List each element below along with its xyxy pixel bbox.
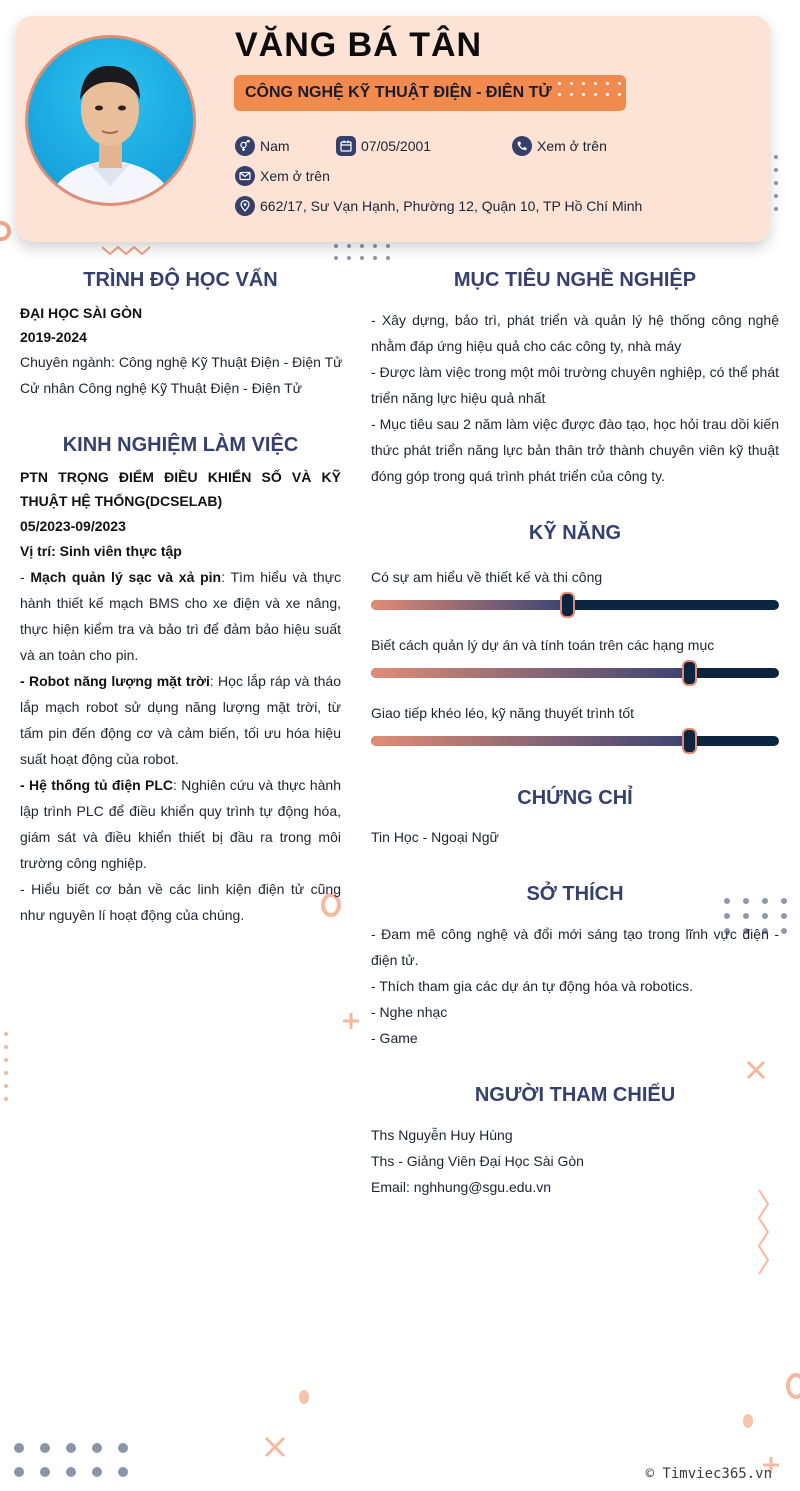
decor-dots-title — [558, 82, 621, 96]
experience-item: - Mạch quản lý sạc và xả pin: Tìm hiểu và thực hành thiết kế mạch BMS cho xe điện và xe nâng, thực hiện kiểm tra và bảo trì để đảm bảo hiệu suất và an toàn cho pin. — [20, 569, 341, 663]
decor-plus-mid — [342, 1012, 360, 1035]
reference-email: Email: nghhung@sgu.edu.vn — [371, 1179, 551, 1195]
education-degree: Cử nhân Công nghệ Kỹ Thuật Điện - Điện Tử — [20, 380, 303, 396]
footer-copyright: © Timviec365.vn — [645, 1466, 772, 1482]
address-info — [235, 196, 642, 216]
skill-bar — [371, 736, 779, 746]
calendar-icon — [336, 136, 356, 156]
reference-name: Ths Nguyễn Huy Hùng — [371, 1127, 513, 1143]
skill-label: Giao tiếp khéo léo, kỹ năng thuyết trình tốt — [371, 705, 635, 721]
skills-heading: KỸ NĂNG — [528, 522, 622, 544]
decor-x-right — [746, 1060, 766, 1085]
skill-bar-knob — [682, 728, 697, 754]
location-pin-icon — [235, 196, 255, 216]
gender-icon — [235, 136, 255, 156]
skill-bar-fill — [371, 736, 689, 746]
gender-info — [235, 136, 290, 156]
objective-item: - Xây dựng, bảo trì, phát triển và quản lý hệ thống công nghệ nhằm đáp ứng hiệu quả cho các công ty, nhà máy — [371, 312, 779, 354]
skill-bar-knob — [682, 660, 697, 686]
skill-label: Biết cách quản lý dự án và tính toán trên các hạng mục — [371, 637, 715, 653]
experience-item-text: : Học lắp ráp và tháo lắp mạch robot sử dụng năng lượng mặt trời, từ tấm pin đến động cơ và cảm biến, tối ưu hóa hiệu suất hoạt động của robot. — [20, 673, 341, 767]
job-title: CÔNG NGHỆ KỸ THUẬT ĐIỆN - ĐIÊN TỬ — [245, 84, 552, 101]
decor-x-bottom — [264, 1436, 286, 1463]
hobby-item: - Game — [371, 1030, 418, 1046]
references-heading: NGƯỜI THAM CHIẾU — [474, 1084, 676, 1106]
skill-bar-fill — [371, 668, 689, 678]
skill-bar — [371, 668, 779, 678]
certificates-text: Tin Học - Ngoại Ngữ — [371, 829, 499, 845]
birthday-info — [336, 136, 431, 156]
experience-item-text: : Tìm hiểu và thực hành thiết kế mạch BMS cho xe điện và xe nâng, thực hiện kiểm tra và bảo trì để đảm bảo hiệu suất và an toàn cho pin. — [20, 569, 341, 663]
skill-bar-fill — [371, 600, 567, 610]
phone-value: Xem ở trên — [537, 138, 607, 154]
job-title-bar — [234, 75, 626, 111]
reference-role: Ths - Giảng Viên Đại Học Sài Gòn — [371, 1153, 584, 1169]
experience-item: - Hệ thống tủ điện PLC: Nghiên cứu và thực hành lập trình PLC để điều khiển quy trình tự động hóa, giám sát và điều khiển thiết bị đầu ra trong môi trường công nghiệp. — [20, 777, 341, 871]
hobbies-heading: SỞ THÍCH — [526, 883, 624, 905]
experience-position: Vị trí: Sinh viên thực tập — [20, 543, 182, 559]
decor-ring-left — [0, 220, 12, 247]
avatar-photo — [28, 38, 193, 203]
decor-ring-right-bottom — [782, 1372, 800, 1405]
decor-zigzag-header — [102, 244, 154, 262]
decor-dots-left-column — [4, 1032, 8, 1101]
decor-oval-bottom-right — [742, 1412, 754, 1435]
experience-note: - Hiểu biết cơ bản về các linh kiện điện tử cũng như nguyên lí hoạt động của chúng. — [20, 881, 341, 923]
birthday-value: 07/05/2001 — [361, 138, 432, 154]
experience-period: 05/2023-09/2023 — [20, 518, 126, 534]
email-value: Xem ở trên — [260, 168, 330, 184]
objective-heading: MỤC TIÊU NGHỀ NGHIỆP — [453, 269, 697, 291]
experience-item-title: Hệ thống tủ điện PLC — [28, 777, 174, 793]
experience-item-title: Robot năng lượng mặt trời — [28, 673, 210, 689]
experience-heading: KINH NGHIỆM LÀM VIỆC — [62, 434, 299, 456]
decor-chevron-right — [756, 1188, 772, 1283]
envelope-icon — [235, 166, 255, 186]
phone-info — [512, 136, 607, 156]
candidate-name: VĂNG BÁ TÂN — [235, 26, 483, 64]
gender-value: Nam — [260, 138, 290, 154]
email-info — [235, 166, 330, 186]
skill-bar — [371, 600, 779, 610]
experience-item-title: Mạch quản lý sạc và xả pin — [30, 569, 222, 585]
experience-item: - Robot năng lượng mặt trời: Học lắp ráp và tháo lắp mạch robot sử dụng năng lượng mặt trời, từ tấm pin đến động cơ và cảm biến, tối ưu hóa hiệu suất hoạt động của robot. — [20, 673, 341, 767]
experience-item-text: : Nghiên cứu và thực hành lập trình PLC để điều khiển quy trình tự động hóa, giám sát và điều khiển thiết bị đầu ra trong môi trường công nghiệp. — [20, 777, 341, 871]
objective-item: - Mục tiêu sau 2 năm làm việc được đào tạo, học hỏi trau dồi kiến thức phát triển năng lực bản thân trở thành chuyên viên kỹ thuật đóng góp trong quá trình phát triển của công ty. — [371, 416, 779, 484]
hobby-item: - Nghe nhạc — [371, 1004, 448, 1020]
skill-bar-knob — [560, 592, 575, 618]
objective-item: - Được làm việc trong một môi trường chuyên nghiệp, có thể phát triển năng lực hiệu quả nhất — [371, 364, 779, 406]
certificates-heading: CHỨNG CHỈ — [517, 787, 633, 809]
hobby-item: - Thích tham gia các dự án tự động hóa và robotics. — [371, 978, 693, 994]
skill-label: Có sự am hiểu về thiết kế và thi công — [371, 569, 603, 585]
hobby-item: - Đam mê công nghệ và đổi mới sáng tạo trong lĩnh vực điện - điện tử. — [371, 926, 779, 968]
education-heading: TRÌNH ĐỘ HỌC VẤN — [83, 269, 278, 291]
experience-company: PTN TRỌNG ĐIỂM ĐIỀU KHIỂN SỐ VÀ KỸ THUẬT HỆ THỐNG(DCSELAB) — [20, 469, 341, 509]
address-value: 662/17, Sư Vạn Hạnh, Phường 12, Quận 10, TP Hồ Chí Minh — [260, 198, 643, 214]
education-major: Chuyên ngành: Công nghệ Kỹ Thuật Điện - Điện Tử — [20, 354, 343, 370]
decor-oval-bottom — [298, 1388, 310, 1411]
decor-dots-bottom-left — [14, 1443, 128, 1477]
education-school: ĐẠI HỌC SÀI GÒN — [20, 305, 143, 321]
education-years: 2019-2024 — [20, 329, 87, 345]
avatar — [25, 35, 196, 206]
phone-icon — [512, 136, 532, 156]
